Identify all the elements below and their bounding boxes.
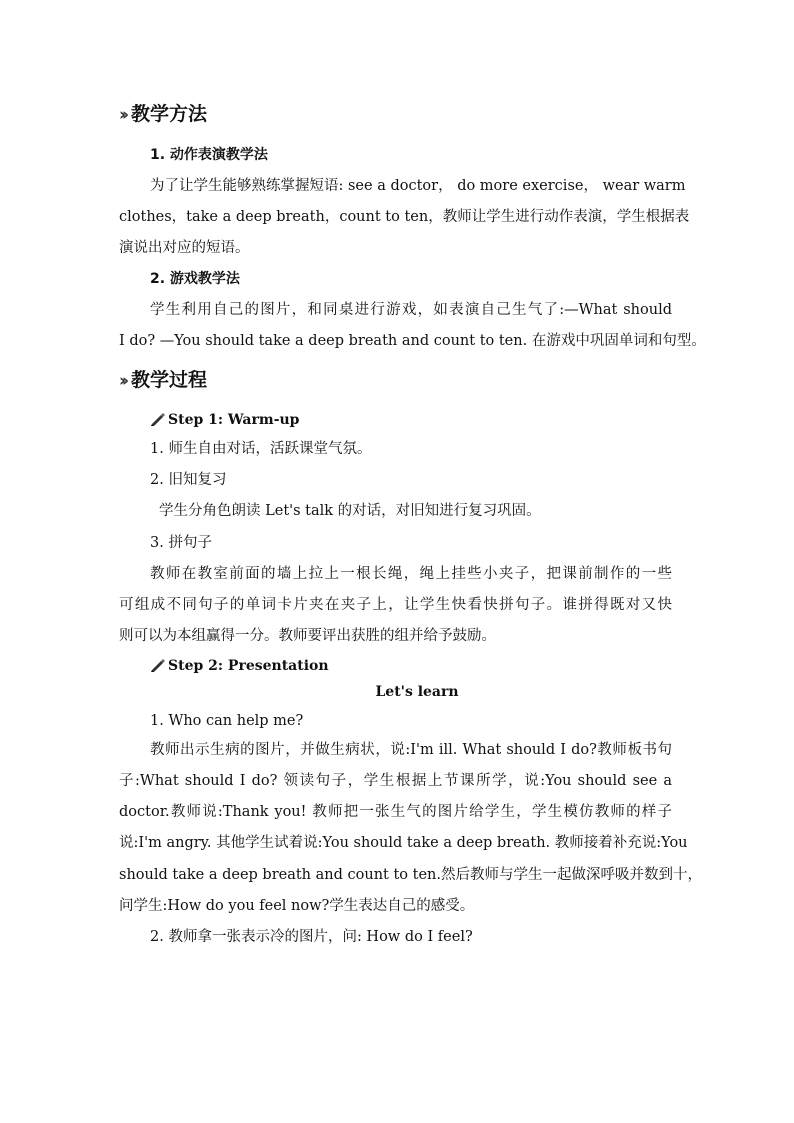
pen-icon — [150, 658, 166, 672]
step-1-item-2-text: 学生分角色朗读 Let's talk 的对话，对旧知进行复习巩固。 — [159, 503, 541, 519]
step-2-para-line-5: should take a deep breath and count to ten.然后教师与学生一起做深呼吸并数到十， — [119, 867, 702, 883]
method-2-title: 2. 游戏教学法 — [150, 271, 240, 287]
step-1-item-2: 2. 旧知复习 — [150, 472, 227, 488]
step-2-question-2: 2. 教师拿一张表示冷的图片，问: How do I feel? — [150, 929, 473, 945]
method-1-line-2: clothes，take a deep breath，count to ten，教师让学生进行动作表演，学生根据表 — [119, 209, 690, 225]
step-1-item-3-line-2: 可组成不同句子的单词卡片夹在夹子上，让学生快看快拼句子。谁拼得既对又快 — [119, 597, 672, 613]
step-2-para-line-2: 子:What should I do? 领读句子，学生根据上节课所学，说:You should see a — [119, 773, 672, 789]
step-2-para-line-3: doctor.教师说:Thank you! 教师把一张生气的图片给学生，学生模仿教师的样子 — [119, 804, 672, 820]
method-1-title: 1. 动作表演教学法 — [150, 147, 268, 163]
method-1-line-1: 为了让学生能够熟练掌握短语: see a doctor， do more exercise， wear warm — [150, 178, 686, 194]
step-1-item-3-line-3: 则可以为本组赢得一分。教师要评出获胜的组并给予鼓励。 — [119, 628, 496, 644]
lets-learn-subtitle: Let's learn — [375, 684, 459, 700]
section-heading-methods: ›› 教学方法 — [119, 103, 208, 125]
step-2-para-line-1: 教师出示生病的图片，并做生病状，说:I'm ill. What should I do?教师板书句 — [150, 742, 672, 758]
step-2-para-line-4: 说:I'm angry. 其他学生试着说:You should take a deep breath. 教师接着补充说:You — [119, 835, 688, 851]
step-1-item-3-line-1: 教师在教室前面的墙上拉上一根长绳，绳上挂些小夹子，把课前制作的一些 — [150, 566, 672, 582]
step-2-heading: Step 2: Presentation — [150, 656, 329, 676]
step-2-question-1: 1. Who can help me? — [150, 713, 304, 729]
double-chevron-icon: ›› — [119, 371, 126, 391]
pen-icon — [150, 412, 166, 426]
method-1-line-3: 演说出对应的短语。 — [119, 240, 250, 256]
step-1-item-3: 3. 拼句子 — [150, 535, 212, 551]
step-2-para-line-6: 问学生:How do you feel now?学生表达自己的感受。 — [119, 898, 475, 914]
method-2-line-2: I do? —You should take a deep breath and count to ten. 在游戏中巩固单词和句型。 — [119, 333, 706, 349]
section-heading-process: ›› 教学过程 — [119, 369, 208, 391]
step-1-item-1: 1. 师生自由对话，活跃课堂气氛。 — [150, 441, 372, 457]
method-2-line-1: 学生利用自己的图片，和同桌进行游戏，如表演自己生气了:—What should — [150, 302, 672, 318]
double-chevron-icon: ›› — [119, 105, 126, 125]
step-1-heading: Step 1: Warm-up — [150, 410, 299, 430]
